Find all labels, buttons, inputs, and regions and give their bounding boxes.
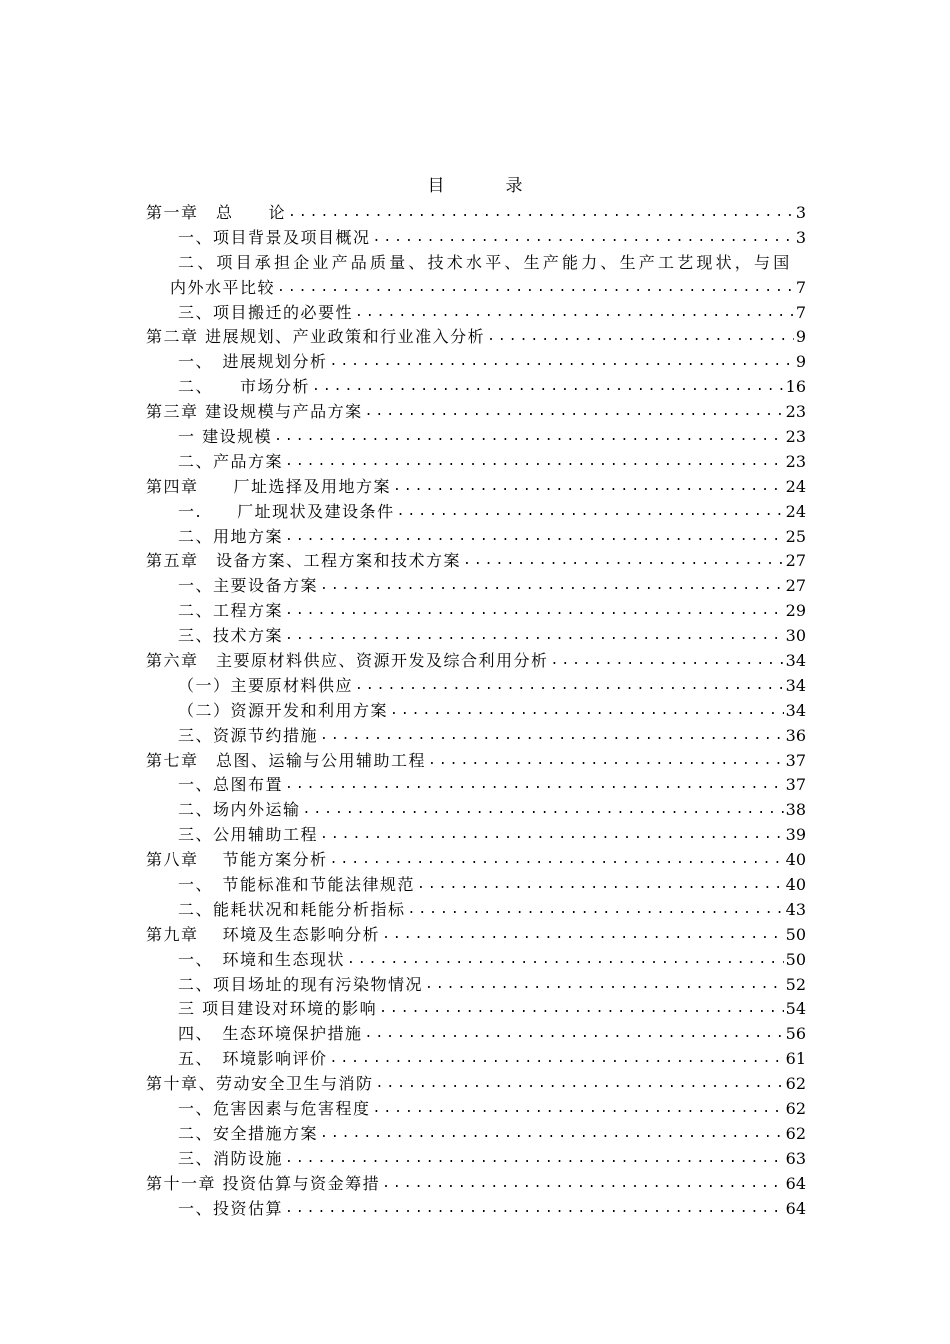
toc-entry-chapter[interactable] [146,325,806,350]
toc-entry-label: 三、公用辅助工程 [178,825,319,845]
toc-page-number: 56 [785,1024,806,1044]
toc-entry-label: 第七章 总图、运输与公用辅助工程 [146,750,427,770]
toc-leader-dots [285,624,784,649]
toc-page-number: 64 [785,1173,806,1193]
toc-entry-section[interactable] [146,350,806,375]
toc-entry-label: 三、技术方案 [178,626,284,646]
table-of-contents [146,201,806,1222]
toc-entry-label: 一、 节能标准和节能法律规范 [178,875,416,895]
toc-page-number: 7 [795,277,806,297]
toc-entry-label: 二、产品方案 [178,451,284,471]
toc-entry-label: 第十章、劳动安全卫生与消防 [146,1074,374,1094]
toc-page-number: 3 [795,227,806,247]
toc-entry-section[interactable] [146,998,806,1023]
toc-leader-dots [487,325,794,350]
toc-leader-dots [312,375,784,400]
toc-leader-dots [425,973,784,998]
toc-entry-section[interactable] [146,1047,806,1072]
toc-entry-chapter[interactable] [146,549,806,574]
toc-entry-label: 二、用地方案 [178,526,284,546]
toc-leader-dots [320,823,784,848]
toc-entry-label: 第五章 设备方案、工程方案和技术方案 [146,551,462,571]
toc-leader-dots [347,948,784,973]
toc-page-number: 52 [785,974,806,994]
toc-leader-dots [303,798,784,823]
toc-entry-label: 第三章 建设规模与产品方案 [146,402,363,422]
toc-leader-dots [320,724,784,749]
toc-page-number: 30 [785,626,806,646]
toc-page-number: 23 [785,402,806,422]
toc-entry-label: 一、 环境和生态现状 [178,949,346,969]
toc-entry-section[interactable] [146,823,806,848]
toc-page-number: 37 [785,750,806,770]
toc-leader-dots [277,276,794,301]
toc-leader-dots [373,1097,784,1122]
toc-page-number: 38 [785,800,806,820]
toc-leader-dots [408,898,784,923]
toc-entry-label: 三、项目搬迁的必要性 [178,302,354,322]
toc-entry-label: 二、工程方案 [178,601,284,621]
toc-entry-chapter[interactable] [146,400,806,425]
toc-leader-dots [330,1047,784,1072]
toc-page-number: 23 [785,427,806,446]
toc-entry-section[interactable] [146,574,806,599]
toc-leader-dots [382,1172,784,1197]
toc-entry-section[interactable] [146,1022,806,1047]
toc-page-number: 27 [785,576,806,596]
toc-entry-section[interactable] [146,450,806,475]
toc-leader-dots [285,450,784,475]
toc-leader-dots [274,425,784,450]
toc-entry-section[interactable] [146,251,806,301]
toc-page-number: 61 [785,1049,806,1069]
toc-page-number: 63 [785,1148,806,1168]
toc-page-number: 37 [785,775,806,795]
toc-leader-dots [288,201,794,226]
toc-page-number: 34 [785,651,806,671]
toc-leader-dots [285,599,784,624]
toc-page-number: 25 [785,526,806,546]
toc-entry-section[interactable] [146,500,806,525]
toc-page-number: 62 [785,1123,806,1143]
toc-entry-section[interactable] [146,1197,806,1222]
toc-entry-section[interactable] [146,301,806,326]
toc-page-number: 62 [785,1074,806,1094]
toc-entry-section[interactable] [146,898,806,923]
toc-entry-label: 五、 环境影响评价 [178,1049,328,1069]
toc-entry-section[interactable] [146,724,806,749]
toc-page-number: 39 [785,825,806,845]
toc-leader-dots [376,1072,784,1097]
toc-entry-label-continued: 内外水平比较 [170,277,276,297]
toc-page-number: 23 [785,451,806,471]
toc-page-number: 7 [795,302,806,322]
toc-entry-section[interactable] [146,674,806,699]
toc-entry-label: 第二章 进展规划、产业政策和行业准入分析 [146,327,486,347]
toc-leader-dots [428,749,784,774]
toc-entry-section[interactable] [146,375,806,400]
toc-entry-label: 第九章 环境及生态影响分析 [146,924,381,944]
toc-entry-label: 三 项目建设对环境的影响 [178,999,378,1019]
toc-entry-section[interactable] [146,973,806,998]
toc-entry-label: 第一章 总 论 [146,202,287,222]
toc-leader-dots [355,301,794,326]
toc-leader-dots [365,400,784,425]
toc-leader-dots [417,873,784,898]
toc-leader-dots [285,1197,784,1222]
toc-entry-label: 四、 生态环境保护措施 [178,1024,363,1044]
toc-page-number: 50 [785,924,806,944]
toc-entry-chapter[interactable] [146,749,806,774]
toc-entry-section[interactable] [146,773,806,798]
toc-entry-label: 一、项目背景及项目概况 [178,227,371,247]
toc-entry-section[interactable] [146,873,806,898]
toc-page-number: 64 [785,1198,806,1218]
toc-leader-dots [320,574,784,599]
toc-leader-dots [382,923,784,948]
toc-entry-label: 二、能耗状况和耗能分析指标 [178,899,406,919]
toc-page-number: 24 [785,501,806,521]
toc-page-number: 24 [785,476,806,496]
toc-page-number: 36 [785,725,806,745]
toc-entry-label: 第四章 厂址选择及用地方案 [146,476,392,496]
toc-entry-section[interactable] [146,1147,806,1172]
toc-entry-chapter[interactable] [146,1172,806,1197]
toc-entry-label: 一. 厂址现状及建设条件 [178,501,395,521]
toc-entry-section[interactable] [146,948,806,973]
toc-entry-label: （二）资源开发和利用方案 [178,700,389,720]
toc-leader-dots [285,525,784,550]
toc-page-number: 16 [785,377,806,397]
toc-entry-label: 二、场内外运输 [178,800,301,820]
toc-leader-dots [285,773,784,798]
toc-entry-label: 三、消防设施 [178,1148,284,1168]
toc-leader-dots [390,699,784,724]
toc-entry-section[interactable] [146,599,806,624]
toc-leader-dots [355,674,784,699]
toc-entry-label: 一、总图布置 [178,775,284,795]
toc-entry-chapter[interactable] [146,1072,806,1097]
toc-page-number: 29 [785,601,806,621]
toc-entry-section[interactable] [146,624,806,649]
toc-page-number: 9 [795,327,806,347]
toc-entry-chapter[interactable] [146,201,806,226]
toc-entry-label: 二、安全措施方案 [178,1123,319,1143]
toc-entry-section[interactable] [146,798,806,823]
toc-leader-dots [463,549,784,574]
toc-entry-section[interactable] [146,1097,806,1122]
toc-page-number: 34 [785,700,806,720]
toc-entry-label: 一、投资估算 [178,1198,284,1218]
toc-entry-section[interactable] [146,1122,806,1147]
toc-entry-chapter[interactable] [146,649,806,674]
toc-leader-dots [551,649,784,674]
toc-page-number: 40 [785,850,806,870]
toc-page-number: 9 [795,352,806,372]
toc-entry-section[interactable] [146,226,806,251]
toc-leader-dots [393,475,784,500]
toc-page-number: 34 [785,675,806,695]
toc-entry-section[interactable] [146,699,806,724]
toc-entry-section[interactable] [146,425,806,450]
toc-page-number: 40 [785,875,806,895]
page-title: 目 录 [427,176,545,196]
toc-entry-label: 二、项目承担企业产品质量、技术水平、生产能力、生产工艺现状，与国 [178,252,793,272]
toc-entry-label: 一、 进展规划分析 [178,352,328,372]
toc-entry-label: 一、主要设备方案 [178,576,319,596]
toc-entry-label: 二、 市场分析 [178,377,311,397]
toc-page-number: 54 [785,999,806,1019]
toc-entry-label: 第八章 节能方案分析 [146,850,328,870]
toc-leader-dots [285,1147,784,1172]
toc-page-number: 50 [785,949,806,969]
toc-entry-label: （一）主要原材料供应 [178,675,354,695]
toc-entry-label: 三、资源节约措施 [178,725,319,745]
toc-leader-dots [397,500,784,525]
toc-leader-dots [373,226,794,251]
toc-entry-label: 二、项目场址的现有污染物情况 [178,974,424,994]
toc-page-number: 3 [795,202,806,222]
toc-leader-dots [330,848,784,873]
toc-leader-dots [365,1022,784,1047]
toc-entry-section[interactable] [146,525,806,550]
toc-leader-dots [330,350,794,375]
toc-entry-chapter[interactable] [146,848,806,873]
toc-entry-chapter[interactable] [146,475,806,500]
toc-entry-label: 一 建设规模 [178,427,273,446]
toc-entry-label: 第十一章 投资估算与资金筹措 [146,1173,381,1193]
toc-leader-dots [320,1122,784,1147]
toc-leader-dots [379,997,784,1022]
toc-page-number: 43 [785,899,806,919]
toc-page-number: 62 [785,1099,806,1119]
toc-entry-label: 第六章 主要原材料供应、资源开发及综合利用分析 [146,651,549,671]
toc-entry-chapter[interactable] [146,923,806,948]
toc-entry-label: 一、危害因素与危害程度 [178,1099,371,1119]
toc-page-number: 27 [785,551,806,571]
